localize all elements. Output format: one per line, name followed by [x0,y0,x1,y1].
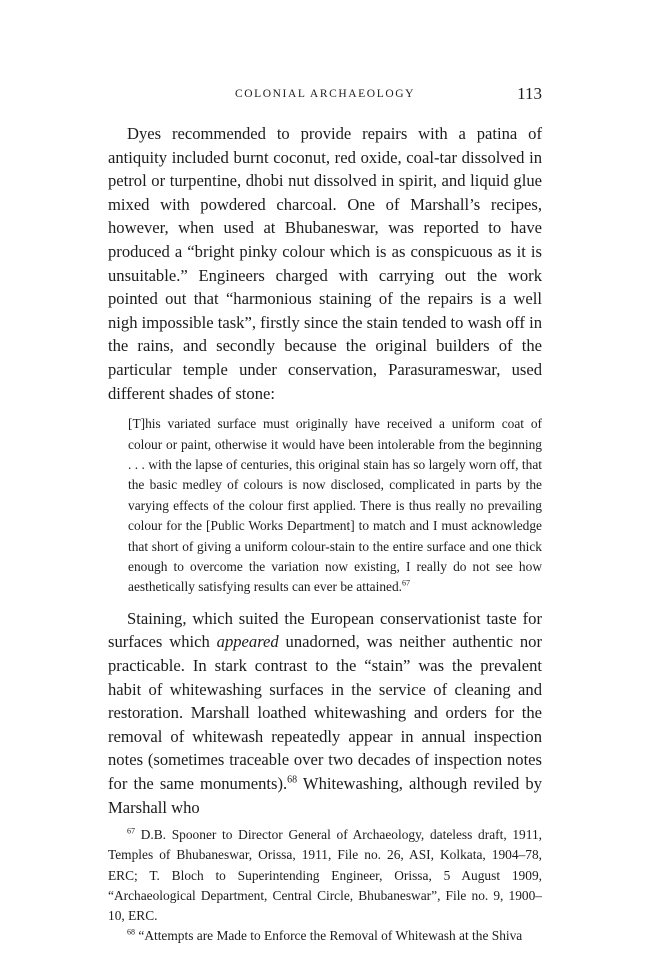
page-number: 113 [517,84,542,103]
footnote-67 [108,825,542,926]
block-quote [128,414,542,598]
footnote-text-67: D.B. Spooner to Director General of Archaeology, dateless draft, 1911, Temples of Bhubaneswar, Orissa, 1911, File no. 26, ASI, Kolkata, 1904–78, ERC; T. Bloch to Superintending Engineer, Orissa, 5 August 1909, “Archaeological Department, Central Circle, Bhubaneswar”, File no. 9, 1900–10, ERC. [108,827,542,923]
footnote-number-68: 68 [127,927,136,937]
running-title: COLONIAL ARCHAEOLOGY [234,88,416,100]
paragraph-2-part-1: Staining, which suited the European conservationist taste for surfaces which [108,608,542,652]
book-page [108,84,542,946]
emphasis-appeared: appeared [216,632,279,652]
footnote-ref-68[interactable]: 68 [287,774,298,786]
running-head [108,84,542,110]
body-text [108,122,542,819]
footnote-text-68: “Attempts are Made to Enforce the Removal of Whitewash at the Shiva [135,928,523,944]
paragraph-1: Dyes recommended to provide repairs with a patina of antiquity included burnt coconut, red oxide, coal-tar dissolved in petrol or turpentine, dhobi nut dissolved in spirit, and liquid glue mixed with powdered charcoal. One of Marshall’s recipes, however, when used at Bhubaneswar, was reported to have produced a “bright pinky colour which is as conspicuous as it is unsuitable.” Engineers charged with carrying out the work pointed out that “harmonious staining of the repairs is a well nigh impossible task”, firstly since the stain tended to wash off in the rains, and secondly because the original builders of the particular temple under conservation, Parasurameswar, used different shades of stone: [108,124,542,403]
footnotes [108,825,542,946]
footnote-number-67: 67 [127,826,136,836]
paragraph-2-part-3: Whitewashing, although reviled by Marshall who [108,773,543,817]
paragraph-2 [108,607,542,819]
footnote-ref-67[interactable]: 67 [402,578,411,588]
block-quote-text: [T]his variated surface must originally have received a uniform coat of colour or paint, otherwise it would have been intolerable from the beginning . . . with the lapse of centuries, this original stain has so largely worn off, that the basic medley of colours is now disclosed, complicated in parts by the varying effects of the colour first applied. There is thus really no prevailing colour for the [Public Works Department] to match and I must acknowledge that short of giving a uniform colour-stain to the entire surface and one thick enough to overcome the variation now existing, I really do not see how aesthetically satisfying results can ever be attained. [128,416,542,595]
footnote-68 [108,926,542,946]
paragraph-2-part-2: unadorned, was neither authentic nor practicable. In stark contrast to the “stain” was the prevalent habit of whitewashing surfaces in the service of cleaning and restoration. Marshall loathed whitewashing and orders for the removal of whitewash repeatedly appear in annual inspection notes (sometimes traceable over two decades of inspection notes for the same monuments). [108,632,542,793]
